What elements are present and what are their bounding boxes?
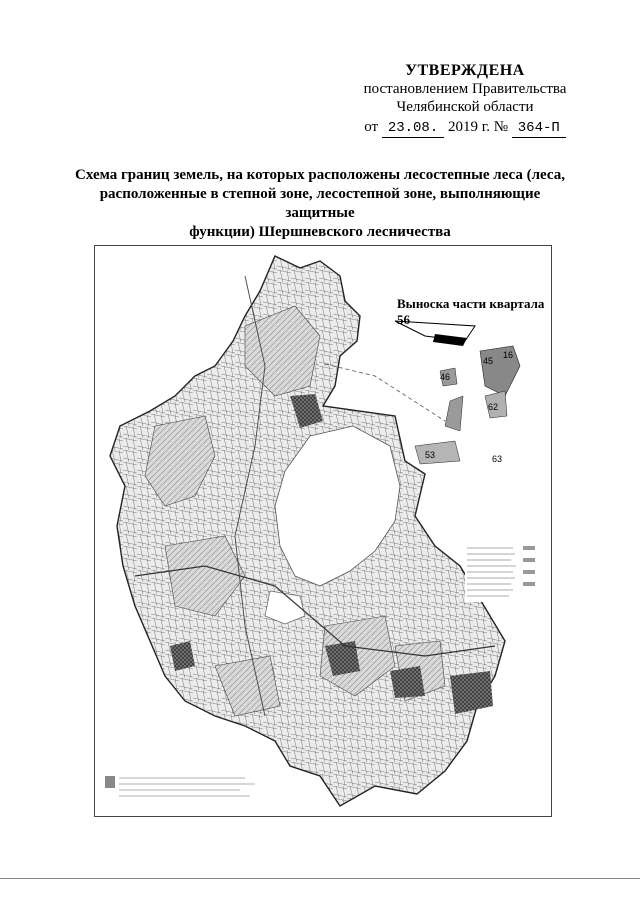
- inset-bar: [433, 334, 467, 346]
- bottom-legend: [105, 776, 255, 796]
- forestry-map: [94, 245, 552, 817]
- document-title-line-3: функции) Шершневского лесничества: [189, 224, 451, 240]
- inset-label-53: 53: [425, 450, 436, 460]
- dense-forest: [390, 666, 425, 698]
- date-prefix: от: [364, 119, 379, 135]
- document-title-line-2: расположенные в степной зоне, лесостепной зоне, выполняющие защитные: [99, 186, 541, 221]
- inset-parcel: [445, 396, 463, 431]
- inset-label-16: 16: [503, 350, 514, 360]
- dense-forest: [450, 671, 493, 714]
- legend-block: [465, 542, 543, 602]
- document-title: [70, 166, 570, 242]
- inset-label-62: 62: [488, 402, 499, 412]
- footer-rule: [0, 878, 640, 879]
- approval-block: [330, 62, 600, 138]
- inset-parcel: [415, 441, 460, 464]
- map-drawing: [95, 246, 551, 816]
- approval-dateline: [330, 118, 600, 138]
- inset-label-45: 45: [483, 356, 494, 366]
- approval-line-1: постановлением Правительства: [363, 81, 567, 97]
- document-title-line-1: Схема границ земель, на которых расположены лесостепные леса (леса,: [75, 167, 565, 183]
- inset-label: Выноска части квартала 56: [397, 296, 545, 327]
- approval-year: 2019 г. №: [447, 119, 509, 135]
- approval-line-2: Челябинской области: [396, 99, 534, 115]
- approval-title: УТВЕРЖДЕНА: [405, 62, 525, 79]
- inset-label-63: 63: [492, 454, 503, 464]
- approval-date: 23.08.: [382, 119, 444, 138]
- approval-number: 364-П: [512, 119, 566, 138]
- inset-parcel: [480, 346, 520, 396]
- inset-label-46: 46: [440, 372, 451, 382]
